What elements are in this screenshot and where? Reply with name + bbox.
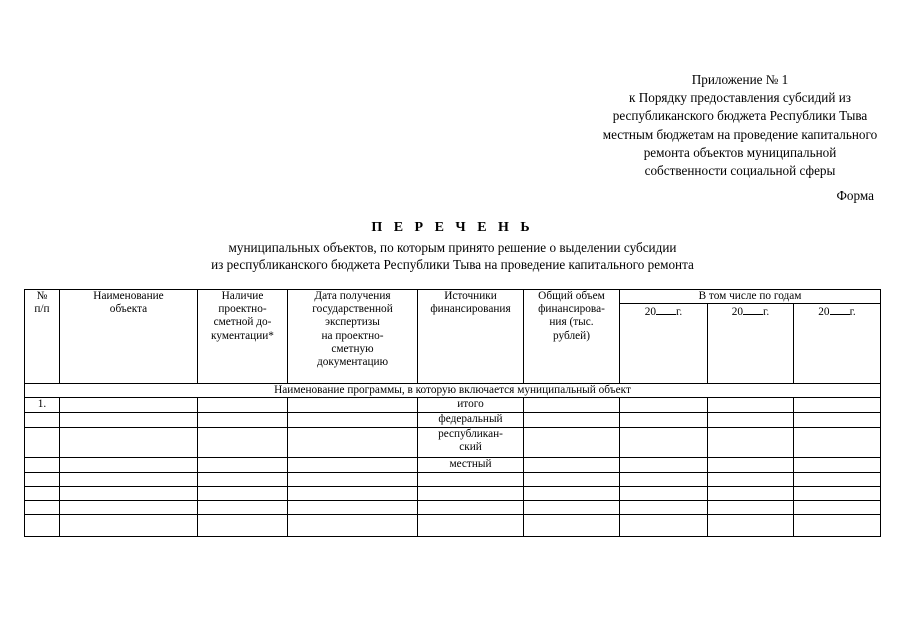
source-cell: федеральный [418,412,524,427]
table-row [25,472,881,486]
header-year-1: 20 г. [620,304,708,384]
document-title: П Е Р Е Ч Е Н Ь [371,220,534,235]
table-row [25,398,881,412]
source-cell: республикан- ский [418,427,524,457]
objects-table [24,289,881,537]
table-row [25,412,881,427]
header-name: Наименование объекта [60,290,198,384]
table-row [25,457,881,472]
header-source: Источники финансирования [418,290,524,384]
appendix-line: местным бюджетам на проведение капитального [602,126,878,142]
form-label: Форма [836,188,874,203]
source-cell: итого [418,398,524,412]
header-year-3: 20 г. [794,304,881,384]
header-by-years: В том числе по годам [620,290,881,304]
header-expertise: Дата получения государственной экспертизы на проектно- сметную документацию [288,290,418,384]
source-cell: местный [418,457,524,472]
table-row [25,427,881,457]
header-year-2: 20 г. [708,304,794,384]
program-name-row: Наименование программы, в которую включается муниципальный объект [25,384,881,398]
appendix-line: республиканского бюджета Республики Тыва [612,108,868,124]
subtitle-line: муниципальных объектов, по которым принято решение о выделении субсидии [228,240,677,255]
table-row [25,514,881,536]
header-num: № п/п [25,290,60,384]
appendix-line: ремонта объектов муниципальной [643,144,837,160]
row-number: 1. [25,398,60,412]
table-row [25,500,881,514]
header-total: Общий объем финансирова- ния (тыс. рублей) [524,290,620,384]
subtitle-line: из республиканского бюджета Республики Тыва на проведение капитального ремонта [211,257,694,272]
appendix-line: к Порядку предоставления субсидий из [629,90,851,106]
appendix-block [520,71,905,180]
appendix-line: Приложение № 1 [691,72,789,87]
document-subtitle [0,239,905,273]
header-docs: Наличие проектно- сметной до- кументации* [198,290,288,384]
appendix-line: собственности социальной сферы [644,163,836,179]
table-row [25,486,881,500]
